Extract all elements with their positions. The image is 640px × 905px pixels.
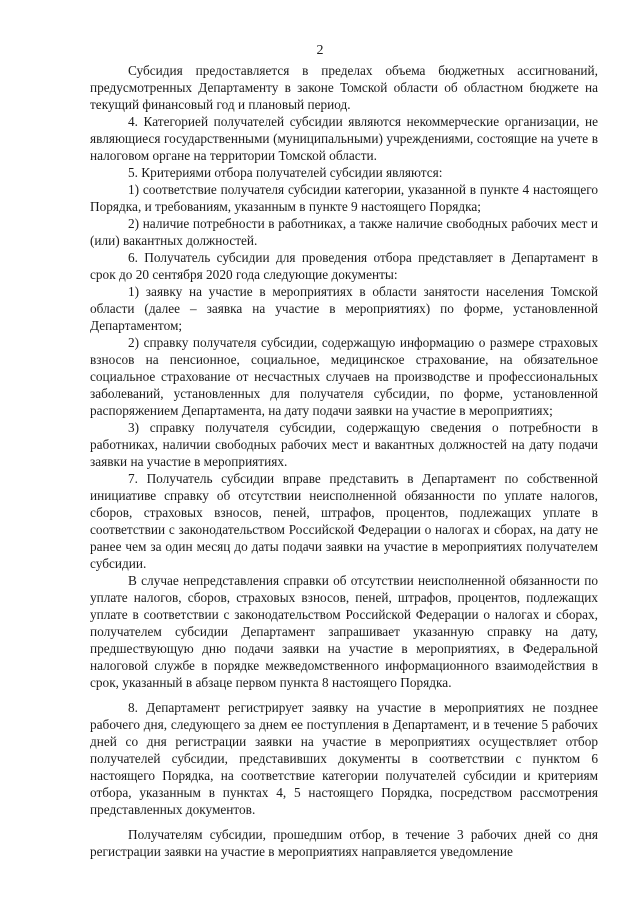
paragraph-6-item-1: 1) заявку на участие в мероприятиях в области занятости населения Томской области (далее – заявка на участие в мероприятиях) по форме, установленной Департаментом; (90, 284, 598, 333)
document-body (90, 62, 598, 860)
paragraph-8-registration: 8. Департамент регистрирует заявку на участие в мероприятиях не позднее рабочего дня, следующего за днем ее поступления в Департамент, и в течение 5 рабочих дней со дня регистрации заявки на участие в мероприятиях осуществляет отбор получателей субсидии, представивших документы в соответствии с пунктом 6 настоящего Порядка, на соответствие категории получателей субсидии и критериям отбора, указанным в пунктах 4, 5 настоящего Порядка, посредством рассмотрения представленных документов. (90, 700, 598, 817)
paragraph-7-non-submission: В случае непредставления справки об отсутствии неисполненной обязанности по уплате налогов, сборов, страховых взносов, пеней, штрафов, процентов, подлежащих уплате в соответствии с законодательством Российской Федерации о налогах и сборах, получателем субсидии Департамент запрашивает указанную справку на дату, предшествующую дню подачи заявки на участие в мероприятиях, в Федеральной налоговой службе в порядке межведомственного информационного взаимодействия в срок, указанный в абзаце первом пункта 8 настоящего Порядка. (90, 573, 598, 690)
paragraph-8-notification: Получателям субсидии, прошедшим отбор, в течение 3 рабочих дней со дня регистрации заявки на участие в мероприятиях направляется уведомление (90, 827, 598, 859)
paragraph-6-item-3: 3) справку получателя субсидии, содержащую сведения о потребности в работниках, наличии свободных рабочих мест и вакантных должностей на дату подачи заявки на участие в мероприятиях. (90, 420, 598, 469)
paragraph-5-item-2: 2) наличие потребности в работниках, а также наличие свободных рабочих мест и (или) вакантных должностей. (90, 216, 598, 248)
paragraph-budget: Субсидия предоставляется в пределах объема бюджетных ассигнований, предусмотренных Департаменту в законе Томской области об областном бюджете на текущий финансовый год и плановый период. (90, 63, 598, 112)
paragraph-6-item-2: 2) справку получателя субсидии, содержащую информацию о размере страховых взносов на пенсионное, социальное, медицинское страхование, на обязательное социальное страхование от несчастных случаев на производстве и профессиональных заболеваний, установленных для получателя субсидии, по форме, установленной распоряжением Департамента, на дату подачи заявки на участие в мероприятиях; (90, 335, 598, 418)
page-number: 2 (316, 43, 324, 58)
paragraph-7-tax-certificate: 7. Получатель субсидии вправе представить в Департамент по собственной инициативе справку об отсутствии неисполненной обязанности по уплате налогов, сборов, страховых взносов, пеней, штрафов, процентов, подлежащих уплате в соответствии с законодательством Российской Федерации о налогах и сборах, на дату не ранее чем за один месяц до даты подачи заявки на участие в мероприятиях получателем субсидии. (90, 471, 598, 571)
paragraph-4-categories: 4. Категорией получателей субсидии являются некоммерческие организации, не являющиеся государственными (муниципальными) учреждениями, состоящие на учете в налоговом органе на территории Томской области. (90, 114, 598, 163)
paragraph-6-documents: 6. Получатель субсидии для проведения отбора представляет в Департамент в срок до 20 сентября 2020 года следующие документы: (90, 250, 598, 282)
paragraph-5-criteria: 5. Критериями отбора получателей субсидии являются: (128, 165, 443, 180)
paragraph-5-item-1: 1) соответствие получателя субсидии категории, указанной в пункте 4 настоящего Порядка, и требованиям, указанным в пункте 9 настоящего Порядка; (90, 182, 598, 214)
